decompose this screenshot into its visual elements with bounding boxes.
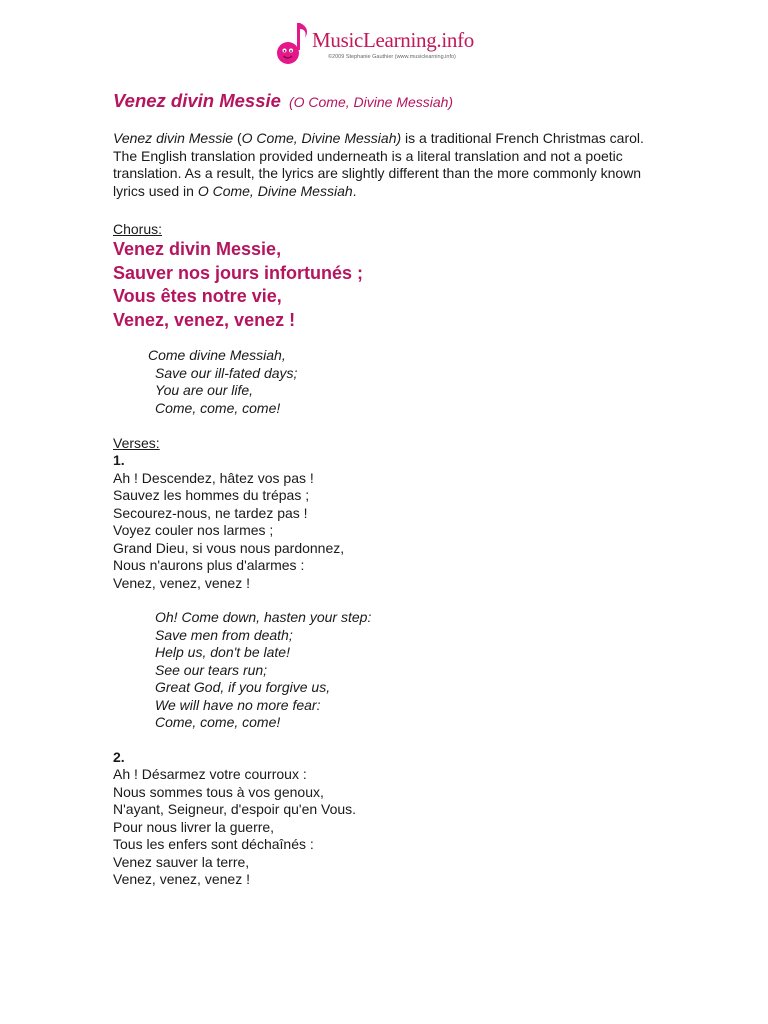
verse-fr-line: Nous n'aurons plus d'alarmes : <box>113 557 305 573</box>
verse-fr-line: Ah ! Descendez, hâtez vos pas ! <box>113 469 314 486</box>
chorus-en-line: Save our ill-fated days; <box>155 364 298 381</box>
verse-fr-line: Venez, venez, venez ! <box>113 871 250 887</box>
verse-number: 1. <box>113 452 125 468</box>
site-logo[interactable] <box>276 20 496 68</box>
intro-title-en-2: O Come, Divine Messiah <box>197 182 353 199</box>
verse-fr-line: Voyez couler nos larmes ; <box>113 522 274 538</box>
chorus-fr-line: Sauver nos jours infortunés ; <box>113 262 364 283</box>
verse-fr-line: N'ayant, Seigneur, d'espoir qu'en Vous. <box>113 801 357 817</box>
document-page <box>113 90 658 889</box>
chorus-en-line: Come, come, come! <box>155 399 281 416</box>
verse-en-line: Great God, if you forgive us, <box>155 679 331 695</box>
verse-en-line: We will have no more fear: <box>155 696 321 713</box>
chorus-fr-line: Venez, venez, venez ! <box>113 309 296 330</box>
verse-number: 2. <box>113 748 125 765</box>
chorus-french <box>113 238 658 332</box>
chorus-en-line: Come divine Messiah, <box>148 347 286 363</box>
verse-en-line: Come, come, come! <box>155 714 281 730</box>
intro-end: . <box>352 182 357 199</box>
chorus-en-line: You are our life, <box>155 382 254 398</box>
verse-fr-line: Sauvez les hommes du trépas ; <box>113 487 310 503</box>
verse-1-english <box>155 609 658 732</box>
verses-label: Verses: <box>113 435 160 451</box>
intro-title-en: O Come, Divine Messiah) <box>241 130 402 146</box>
chorus-fr-line: Venez divin Messie, <box>113 239 282 259</box>
verse-fr-line: Pour nous livrer la guerre, <box>113 818 275 835</box>
verse-fr-line: Venez sauver la terre, <box>113 853 250 870</box>
chorus-fr-line: Vous êtes notre vie, <box>113 286 282 306</box>
verse-2-french <box>113 766 658 889</box>
verse-en-line: Save men from death; <box>155 626 293 643</box>
logo-copyright: ©2009 Stephanie Gauthier (www.musiclearning.info) <box>328 54 456 60</box>
verse-fr-line: Tous les enfers sont déchaînés : <box>113 836 314 852</box>
intro-open-paren: ( <box>233 130 242 146</box>
title-french: Venez divin Messie <box>113 90 281 111</box>
verse-2 <box>113 749 658 889</box>
chorus-english <box>148 347 658 417</box>
title-english: (O Come, Divine Messiah) <box>288 94 454 110</box>
verse-1 <box>113 452 658 732</box>
verse-en-line: Oh! Come down, hasten your step: <box>155 609 372 625</box>
intro-body: is a traditional French Christmas carol. The English translation provided underneath is a literal translation and not a poetic translation. As a result, the lyrics are slightly different than the more commonly known lyrics used in <box>113 130 644 199</box>
verse-fr-line: Ah ! Désarmez votre courroux : <box>113 766 307 782</box>
verse-en-line: Help us, don't be late! <box>155 644 290 660</box>
verse-fr-line: Nous sommes tous à vos genoux, <box>113 783 324 800</box>
verse-en-line: See our tears run; <box>155 661 268 678</box>
intro-title-fr: Venez divin Messie <box>113 130 234 146</box>
verse-1-french <box>113 470 658 593</box>
verse-fr-line: Secourez-nous, ne tardez pas ! <box>113 504 308 521</box>
logo-text: MusicLearning.info <box>312 28 474 52</box>
chorus-label: Chorus: <box>113 221 163 237</box>
verse-fr-line: Venez, venez, venez ! <box>113 574 250 591</box>
page-title <box>113 90 658 114</box>
intro-paragraph <box>113 130 658 200</box>
music-note-icon <box>276 20 316 68</box>
verse-fr-line: Grand Dieu, si vous nous pardonnez, <box>113 539 345 556</box>
